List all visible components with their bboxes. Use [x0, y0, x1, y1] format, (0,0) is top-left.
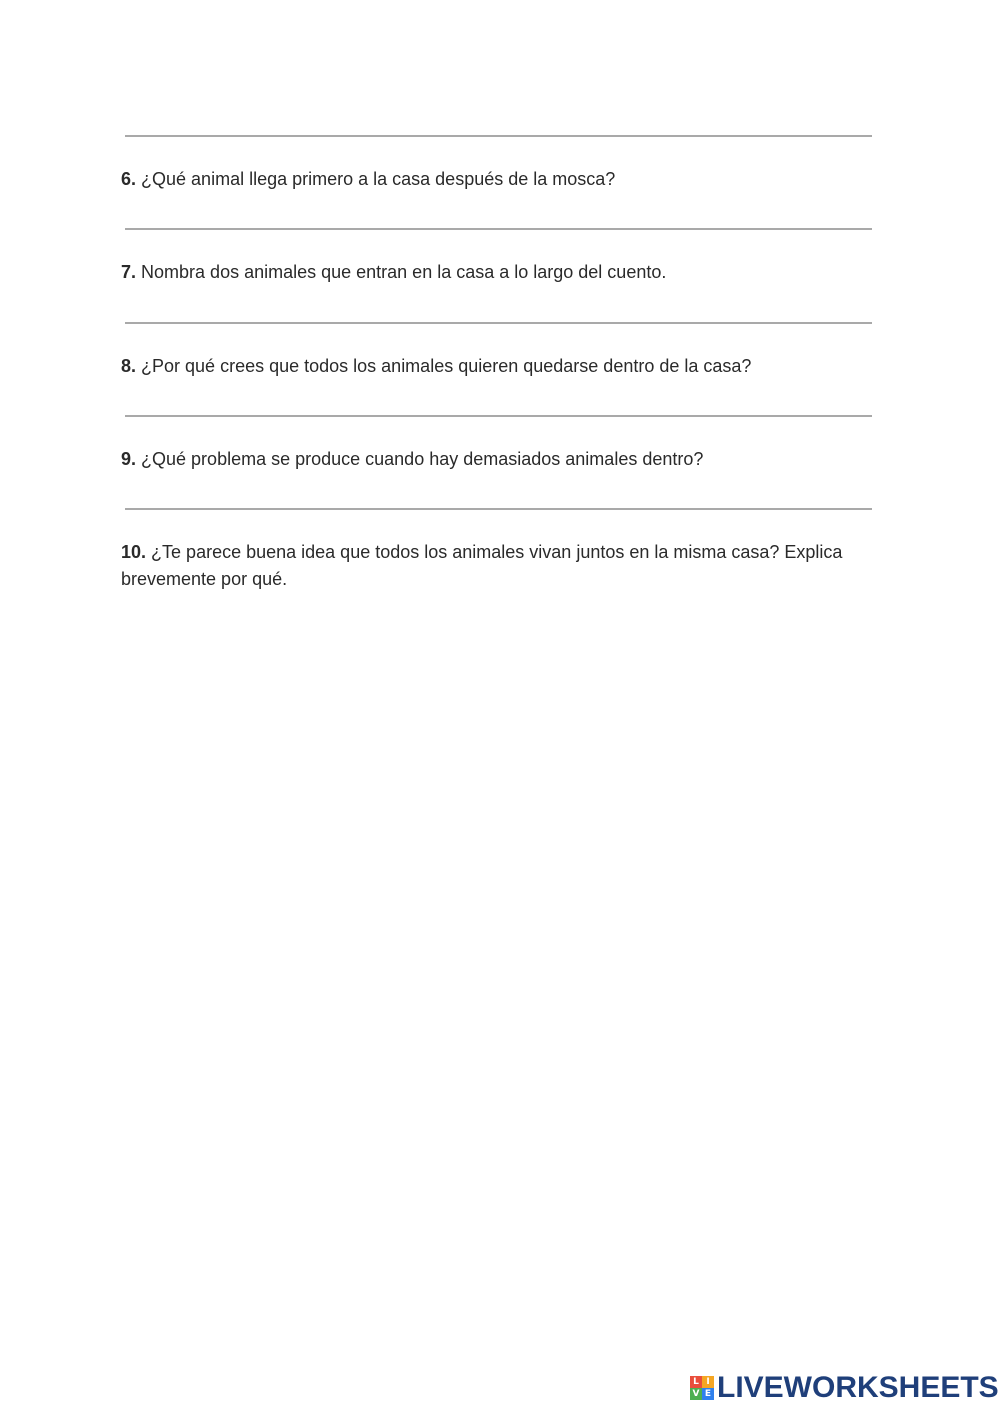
liveworksheets-logo-icon: [690, 1376, 714, 1400]
question-9: [121, 446, 861, 473]
question-10: [121, 539, 861, 593]
question-6: [121, 166, 861, 193]
answer-line[interactable]: [125, 135, 872, 137]
logo-letter-v: V: [690, 1388, 702, 1400]
logo-letter-e: E: [702, 1388, 714, 1400]
question-text: Nombra dos animales que entran en la casa a lo largo del cuento.: [141, 262, 667, 282]
logo-letter-l: L: [690, 1376, 702, 1388]
brand-name: LIVEWORKSHEETS: [717, 1371, 999, 1404]
question-number: 10.: [121, 542, 147, 562]
question-number: 9.: [121, 449, 137, 469]
question-number: 7.: [121, 262, 137, 282]
question-text: ¿Qué animal llega primero a la casa después de la mosca?: [141, 169, 616, 189]
question-number: 6.: [121, 169, 137, 189]
answer-line[interactable]: [125, 415, 872, 417]
answer-line[interactable]: [125, 322, 872, 324]
question-text: ¿Por qué crees que todos los animales quieren quedarse dentro de la casa?: [141, 356, 752, 376]
liveworksheets-brand[interactable]: [690, 1372, 999, 1404]
question-text: ¿Te parece buena idea que todos los animales vivan juntos en la misma casa? Explica brevemente por qué.: [121, 542, 843, 589]
answer-line[interactable]: [125, 228, 872, 230]
question-number: 8.: [121, 356, 137, 376]
answer-line[interactable]: [125, 508, 872, 510]
question-text: ¿Qué problema se produce cuando hay demasiados animales dentro?: [141, 449, 704, 469]
question-8: [121, 353, 861, 380]
question-7: [121, 259, 861, 286]
logo-letter-i: I: [702, 1376, 714, 1388]
